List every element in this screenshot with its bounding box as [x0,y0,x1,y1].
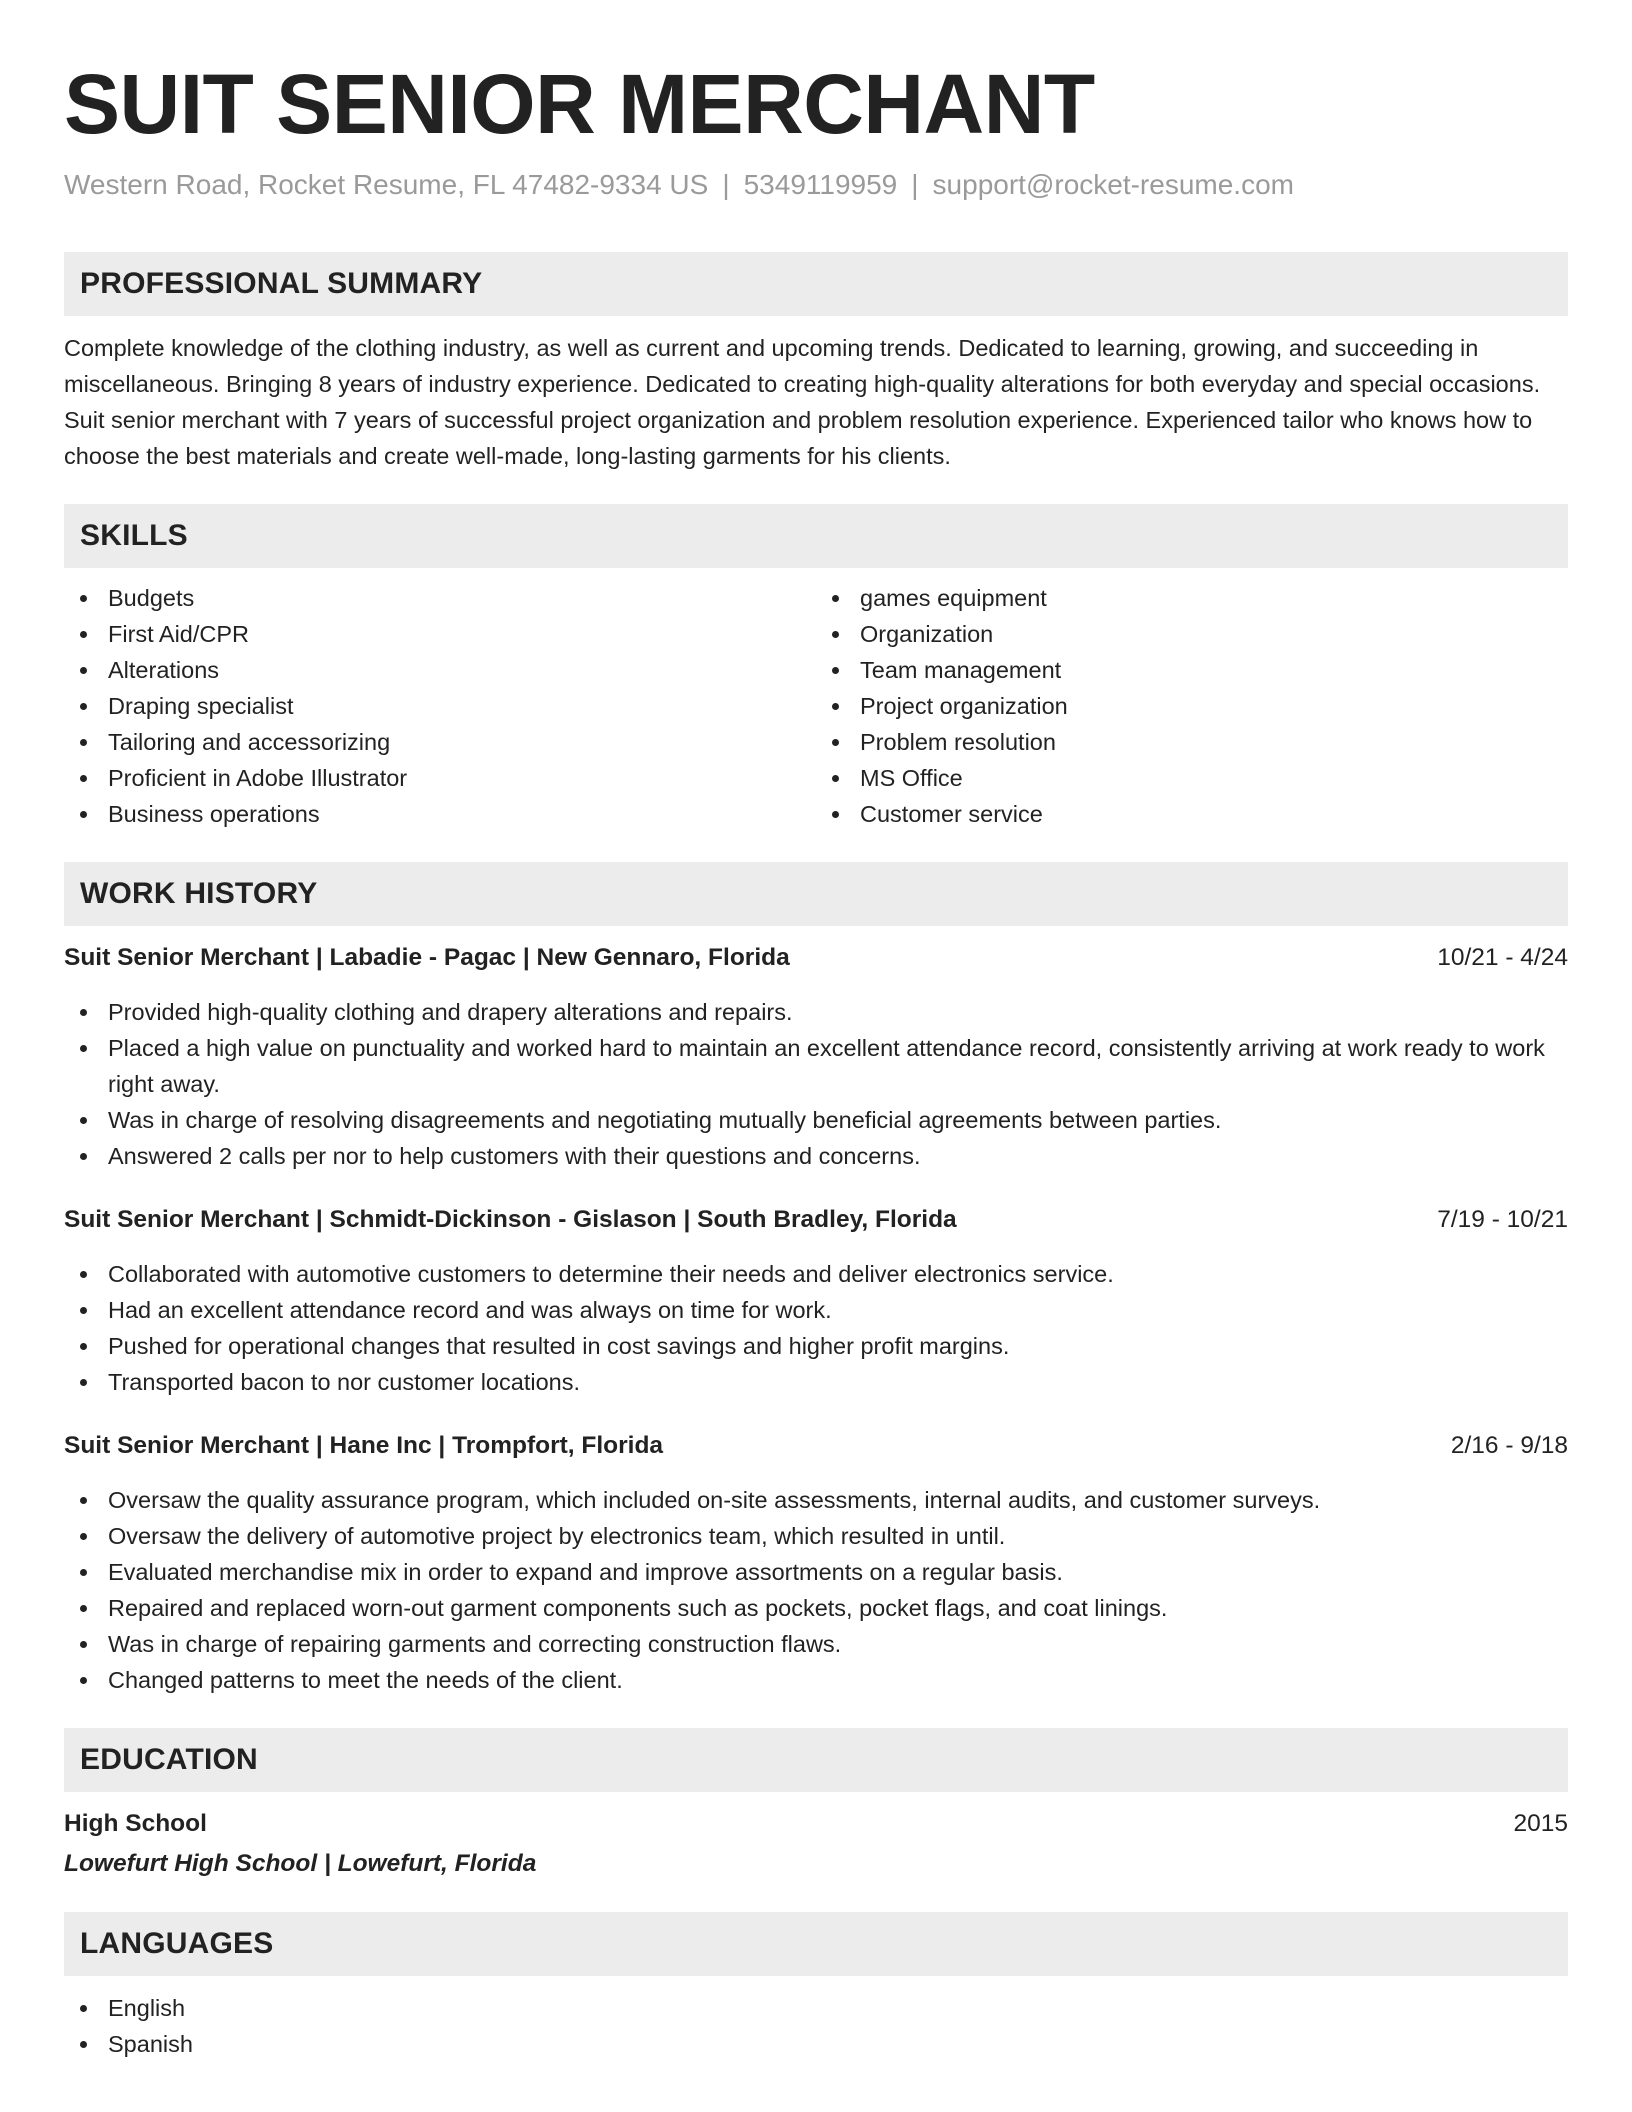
job-bullet: Provided high-quality clothing and drapery alterations and repairs. [64,994,1568,1030]
job-bullet: Transported bacon to nor customer locations. [64,1364,1568,1400]
job-bullet: Repaired and replaced worn-out garment components such as pockets, pocket flags, and coat linings. [64,1590,1568,1626]
skill-item: Tailoring and accessorizing [64,724,816,760]
job-dates: 10/21 - 4/24 [1437,943,1568,971]
skills-column-right [816,580,1568,832]
skills-list [64,580,1568,832]
job-entry [64,1202,1568,1400]
section-heading-summary: PROFESSIONAL SUMMARY [64,252,1568,316]
language-item: English [64,1990,1568,2026]
job-entry [64,940,1568,1174]
skill-item: Project organization [816,688,1568,724]
skill-item: games equipment [816,580,1568,616]
contact-address: Western Road, Rocket Resume, FL 47482-9334 US [64,169,709,200]
education-school: Lowefurt High School | Lowefurt, Florida [64,1849,537,1877]
skills-column-left [64,580,816,832]
job-bullets [64,1482,1568,1698]
job-header [64,1202,1568,1238]
job-dates: 7/19 - 10/21 [1437,1205,1568,1233]
contact-separator: | [911,169,919,200]
skill-item: Customer service [816,796,1568,832]
contact-separator: | [722,169,730,200]
skill-item: Organization [816,616,1568,652]
section-heading-education: EDUCATION [64,1728,1568,1792]
section-heading-skills: SKILLS [64,504,1568,568]
job-bullet: Placed a high value on punctuality and worked hard to maintain an excellent attendance record, consistently arriving at work ready to work right away. [64,1030,1568,1102]
job-bullets [64,1256,1568,1400]
job-header [64,1428,1568,1464]
job-bullet: Was in charge of repairing garments and correcting construction flaws. [64,1626,1568,1662]
job-bullet: Had an excellent attendance record and was always on time for work. [64,1292,1568,1328]
skill-item: Team management [816,652,1568,688]
job-title: Suit Senior Merchant | Schmidt-Dickinson - Gislason | South Bradley, Florida [64,1205,957,1233]
skill-item: First Aid/CPR [64,616,816,652]
job-bullet: Changed patterns to meet the needs of the client. [64,1662,1568,1698]
job-bullet: Oversaw the quality assurance program, which included on-site assessments, internal audits, and customer surveys. [64,1482,1568,1518]
job-bullet: Evaluated merchandise mix in order to expand and improve assortments on a regular basis. [64,1554,1568,1590]
skill-item: MS Office [816,760,1568,796]
job-bullet: Was in charge of resolving disagreements and negotiating mutually beneficial agreements between parties. [64,1102,1568,1138]
job-header [64,940,1568,976]
skill-item: Budgets [64,580,816,616]
skill-item: Alterations [64,652,816,688]
job-bullet: Oversaw the delivery of automotive project by electronics team, which resulted in until. [64,1518,1568,1554]
summary-text: Complete knowledge of the clothing industry, as well as current and upcoming trends. Dedicated to learning, growing, and succeeding in miscellaneous. Bringing 8 years of industry experience. Dedicated to creating high-quality alterations for both everyday and special occasions. Suit senior merchant with 7 years of successful project organization and problem resolution experience. Experienced tailor who knows how to choose the best materials and create well-made, long-lasting garments for his clients. [64,334,1541,469]
education-header [64,1806,1568,1842]
education-degree: High School [64,1809,207,1837]
job-dates: 2/16 - 9/18 [1450,1431,1568,1459]
contact-email: support@rocket-resume.com [932,169,1294,200]
languages-list [64,1990,1568,2062]
section-heading-work-history: WORK HISTORY [64,862,1568,926]
language-item: Spanish [64,2026,1568,2062]
job-bullet: Answered 2 calls per nor to help customers with their questions and concerns. [64,1138,1568,1174]
contact-phone: 5349119959 [743,169,898,200]
section-heading-languages: LANGUAGES [64,1912,1568,1976]
skill-item: Proficient in Adobe Illustrator [64,760,816,796]
job-entry [64,1428,1568,1698]
skill-item: Draping specialist [64,688,816,724]
job-bullet: Collaborated with automotive customers to determine their needs and deliver electronics service. [64,1256,1568,1292]
skill-item: Problem resolution [816,724,1568,760]
job-title: Suit Senior Merchant | Labadie - Pagac | New Gennaro, Florida [64,943,790,971]
job-title: Suit Senior Merchant | Hane Inc | Trompfort, Florida [64,1431,664,1459]
candidate-name: SUIT SENIOR MERCHANT [64,57,1095,151]
skill-item: Business operations [64,796,816,832]
contact-line [64,168,1568,202]
job-bullet: Pushed for operational changes that resulted in cost savings and higher profit margins. [64,1328,1568,1364]
job-bullets [64,994,1568,1174]
education-year: 2015 [1513,1809,1568,1837]
